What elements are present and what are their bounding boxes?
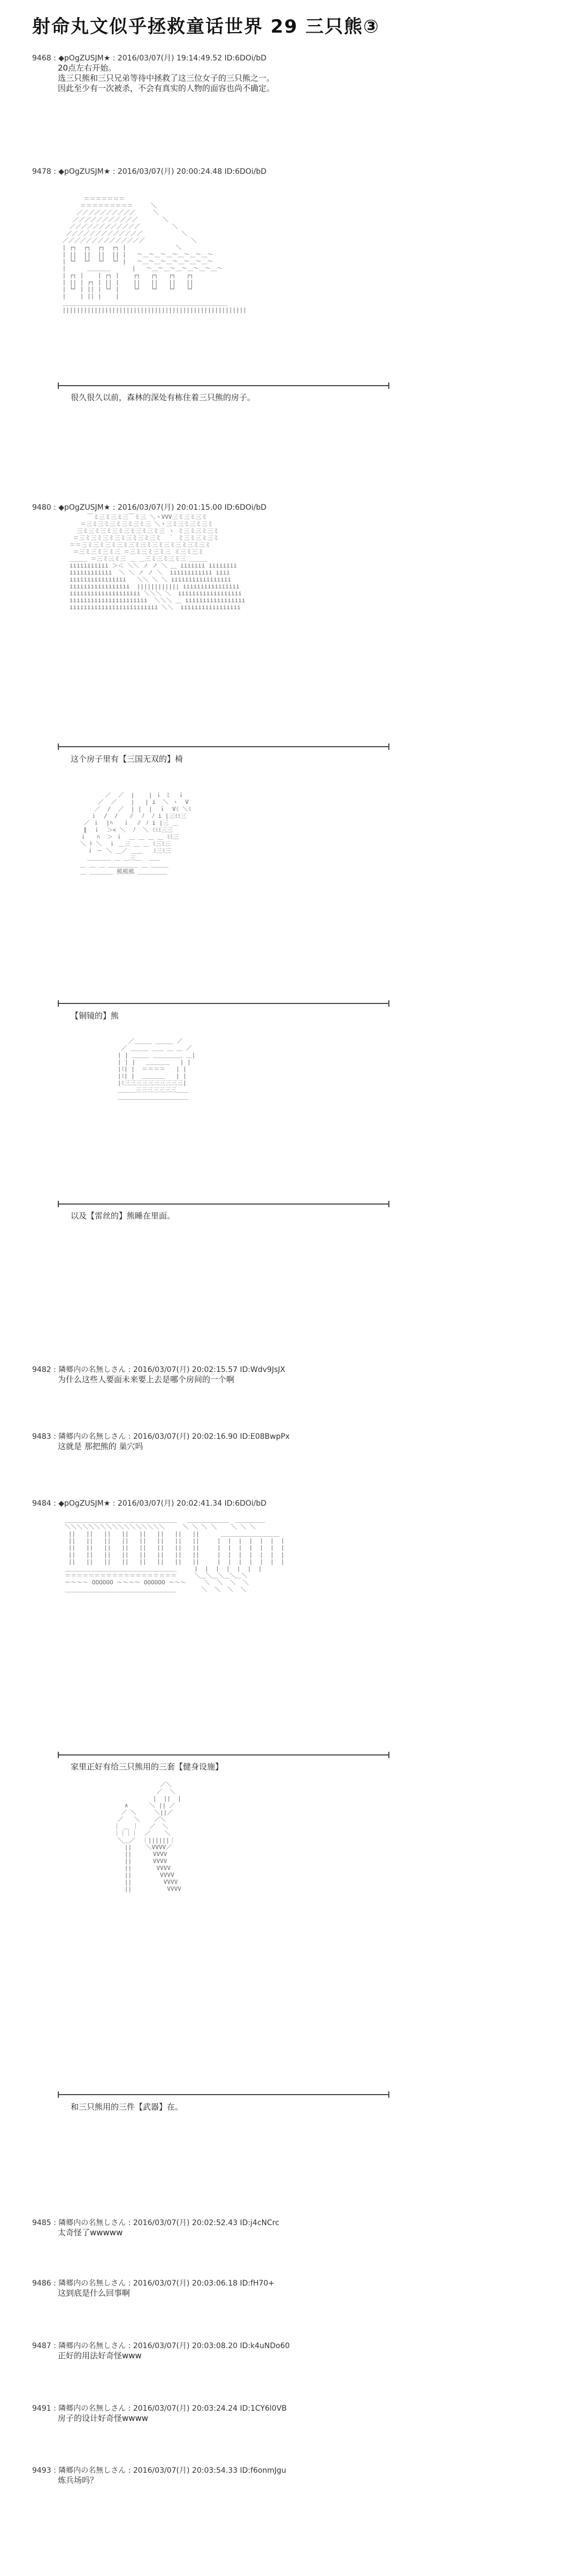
- post-header: 9480 : ◆pOgZUSJM★ : 2016/03/07(月) 20:01:15.00 ID:6DOi/bD: [32, 503, 267, 512]
- post-9491: [32, 2403, 546, 2424]
- post-body: [58, 1375, 546, 1385]
- caption: 这个房子里有【三国无双的】椅: [71, 754, 183, 764]
- ascii-art-weapons: ／＼ ／ ＼ | || | ∧ ＼ || ／ ／ ＼ ＼||／ ／ ＼ ／＼ ｜ ＿ ｜ ／ ＼ ｜｜｜｜ ／ ＼ ＼＿／ ｜||||||｜ || ＼VVVV／ || VVVV || VVVV || VVVV || VVVV || VVVV || VVVV: [113, 1781, 181, 1892]
- post-body: [58, 2351, 546, 2361]
- post-header: 9484 : ◆pOgZUSJM★ : 2016/03/07(月) 20:02:41.34 ID:6DOi/bD: [32, 1499, 267, 1508]
- divider: [58, 746, 389, 747]
- post-header: 9478 : ◆pOgZUSJM★ : 2016/03/07(月) 20:00:24.48 ID:6DOi/bD: [32, 167, 267, 176]
- post-body: [58, 2288, 546, 2298]
- post-line: 太奇怪了wwwww: [58, 2228, 123, 2237]
- post-header: 9493 : 隣郷内の名無しさん : 2016/03/07(月) 20:03:54.33 ID:f6onmJgu: [32, 2466, 286, 2475]
- post-9478: [32, 166, 546, 177]
- post-line: 这到底是什么回事啊: [58, 2288, 131, 2298]
- divider: [58, 385, 389, 386]
- caption: 家里正好有给三只熊用的三套【健身设施】: [71, 1762, 224, 1772]
- page-title: 射命丸文似乎拯救童话世界 29 三只熊③: [32, 16, 380, 37]
- post-line: 因此至少有一次被杀，不会有真实的人物的面容也尚不确定。: [58, 83, 275, 93]
- caption: 【铜镜的】熊: [71, 1011, 119, 1021]
- divider: [58, 1003, 389, 1004]
- post-9482: [32, 1364, 546, 1385]
- post-line: 房子的设计好奇怪wwww: [58, 2413, 149, 2423]
- caption: 以及【雷丝的】熊睡在里面。: [71, 1211, 175, 1221]
- post-header: 9482 : 隣郷内の名無しさん : 2016/03/07(月) 20:02:15.57 ID:Wdv9JsJX: [32, 1366, 286, 1374]
- divider: [58, 1203, 389, 1205]
- ascii-art-room1: ￣ミ三ミ三ミ三￣ミ三 ＼ヽVVV三ミ三ミ三ミ ＝三ミ三ミ三ミ三ミ三ミ三 ＼ヽ三ミ三ミ三ミ三ミ 三ミ三ミ三ミ三ミ三ミ三ミ三ミ三 ヽ ミ三ミ三ミ三ミ ＝三ミ三ミ三ミ三ミ三ミ三ミ三ミ ｀ ミ三ミ三ミ三ミ ＝＝三ミ三ミ三ミ三ミ三ミ三ミ三ミ三ミ三ミ三ミ三ミ ＝三ミ三ミ三ミ三 ＝三ミ三ミ三ミ三 ミ三ミ三ミ ＿＿＿ ＝三ミ三ミ三 ＿ ＿三ミ三ミ三ミ三 ＿＿＿ iiiiiiiiiii ＞＜ ＼＼ ノ ノ ＼ ＿ iiiiiii iiiiiiii iiiiiiiiiiii ＼ ＼ ノ ノ ＼ iiiiiiiiiiii iiii iiiiiiiiiiiiiiii ＼＼ ＼ ＼ iiiiiiiiiiiiiiiii iiiiiiiiiiiiiiiii |||||||||||| iiiiiiiiiiiiiiii iiiiiiiiiiiiiiiiiiii ＼＼＼ ＼ iiiiiiiiiiiiiiiiii iiiiiiiiiiiiiiiiiiiiii ＼＼＼ ＿ iiiiiiiiiiiiiiiii iiiiiiiiiiiiiiiiiiiiiiiii ＼＼ iiiiiiiiiiiiiiiii: [69, 513, 246, 611]
- post-body: [58, 2228, 546, 2238]
- ascii-art-house: ＝＝＝＝＝＝＝ ＝＝＝＝＝＝＝＝＝ ＼ ／／／／／／／／／／ ＼ ／／／／／／／／／／／ ＼ ／／／／／／／／／／／／ ＼ ／／／／／／／／／／／／／ ＼ ／／／／／／／／／／／／／／ ＼ | ┌┐ ┌┐ ┌┐ ┌┐ | ＼ | || || || || | ～＿～＿～＿～＿～＿～＿～ | └┘ └┘ └┘ └┘ | ～＿～＿～＿～＿～＿～＿～ | ＿＿＿＿ | ～＿～＿～＿～＿～＿～＿～ | ┌┐ | | ┌┐ | ┌┐ ┌┐ ┌┐ ┌┐ | || | ┌┐ | || | || || || || | └┘ | || | └┘ | └┘ └┘ └┘ └┘ | | || | | ＿＿＿＿＿＿＿＿＿＿＿＿＿＿＿＿＿＿＿＿＿＿＿＿＿＿＿＿ ||||||||||||||||||||||||||||||||||||||||||||||||||||: [62, 195, 247, 313]
- ascii-art-gym: ＿＿＿＿＿＿＿＿＿＿＿＿＿＿＿＿＿＿＿ ＿＿＿＿＿＿＿ ＿＿＿＿＿ ＼＼＼＼＼＼＼＼＼＼＼＼＼＼＼＼＼ ＼ ＼ ＼ ＼ ＼ ＼ ＼ || || || || || || || || ＿＿＿＿＿＿＿＿＿＿ || || || || || || || || | | | | | | | || || || || || || || || | | | | | | | || || || || || || || || | | | | | | | || || || || || || || || | | | | | | | ＿＿＿＿＿＿＿＿＿＿＿＿＿＿＿＿＿＿＿ | | | | | | | ＝＝＝＝＝＝＝＝＝＝＝＝＝＝＝＝＝＝＝ ＼＿＼＿＼＿＼＿＼ ～～～～ OOOOOO ～～～～ OOOOOO ～～～ ＼ ＼ ＼ ＼ ＿＿＿＿＿＿＿＿＿＿＿＿＿＿＿＿＿＿＿ ＼ ＼ ＼ ＼: [65, 1516, 285, 1593]
- post-9485: [32, 2217, 546, 2238]
- post-line: 这就是 那把熊的 巢穴吗: [58, 1442, 143, 1451]
- post-body: [58, 2413, 546, 2424]
- post-9487: [32, 2340, 546, 2361]
- post-9486: [32, 2278, 546, 2298]
- post-body: [58, 63, 546, 94]
- post-9468: [32, 52, 546, 94]
- ascii-art-room3: ／＿＿＿ ＿＿＿ ／ ／ ＿＿＿ ＿＿ ＿ ＿ ／ | | ＿＿＿ ＿＿＿＿＿ ＿| | | | ＿＿＿＿ | | |ﾐ| | ＝＝＝＝ | | |ﾐ| | ＿＿＿＿ | | |ﾐ三三三三三三三三三三| ＿＿＿三三三三三三三＿＿ ＿＿＿＿＿＿＿＿＿＿＿＿: [117, 1038, 196, 1100]
- post-line: 20点左右开始。: [58, 63, 117, 73]
- post-body: [58, 2475, 546, 2486]
- post-header: 9468 : ◆pOgZUSJM★ : 2016/03/07(月) 19:14:49.52 ID:6DOi/bD: [32, 54, 267, 63]
- post-line: 为什么这些人要面未来要上去是哪个房间的一个啊: [58, 1375, 235, 1384]
- ascii-art-room2: ／ ／ | | ｉ ミ ｉ ／ ／ | | i ＼ ヽ V ／ / ／ | | | ｉ Vﾐ ＼ﾐ ｉ / / ∥ ﾉ ﾉ i |三ﾐﾐ三 ／ ｉ |ﾊ ｉ ∥ ﾉ i |三 ＿ ∥ ｉ ＞< ＼ ﾉ ＼ ﾐﾐﾐ三三 ｉ ﾊ ＞ ｉ ＿ ＿ ＿ ＿ ﾐﾐ三 ＼ ﾄ ＼ ｉ ＿三 ＿ ＿ ﾐ三ﾐ三 ｉ ー ＼ ＿／ ＿＿ ﾐ三ﾐ三 ＿＿＿＿ ＿ ＿三＿ ＿＿ ＿ ＿ ＿ ＿＿＿＿＿ ＿ ＿＿＿ ＿ ＿＿＿＿ 熊熊熊 ＿＿＿＿＿: [80, 792, 191, 875]
- post-9480: [32, 502, 546, 512]
- post-line: 正好的用法好奇怪www: [58, 2351, 142, 2360]
- post-body: [58, 1442, 546, 1452]
- divider: [58, 2094, 389, 2095]
- post-line: 选三只熊和三只兄弟等待中拯救了这三位女子的三只熊之一。: [58, 73, 275, 83]
- post-9493: [32, 2465, 546, 2486]
- post-header: 9485 : 隣郷内の名無しさん : 2016/03/07(月) 20:02:52.43 ID:j4cNCrc: [32, 2219, 280, 2227]
- post-line: 炼兵场吗？: [58, 2475, 98, 2485]
- divider: [58, 1754, 389, 1755]
- caption: 很久很久以前，森林的深处有栋住着三只熊的房子。: [71, 393, 256, 402]
- post-header: 9483 : 隣郷内の名無しさん : 2016/03/07(月) 20:02:16.90 ID:E08BwpPx: [32, 1432, 290, 1441]
- post-header: 9491 : 隣郷内の名無しさん : 2016/03/07(月) 20:03:24.24 ID:1CY6l0VB: [32, 2404, 287, 2413]
- post-9484: [32, 1498, 546, 1508]
- post-9483: [32, 1431, 546, 1452]
- caption: 和三只熊用的三件【武器】在。: [71, 2102, 183, 2112]
- post-header: 9487 : 隣郷内の名無しさん : 2016/03/07(月) 20:03:08.20 ID:k4uNDo60: [32, 2342, 290, 2350]
- post-header: 9486 : 隣郷内の名無しさん : 2016/03/07(月) 20:03:06.18 ID:fH70+: [32, 2279, 275, 2288]
